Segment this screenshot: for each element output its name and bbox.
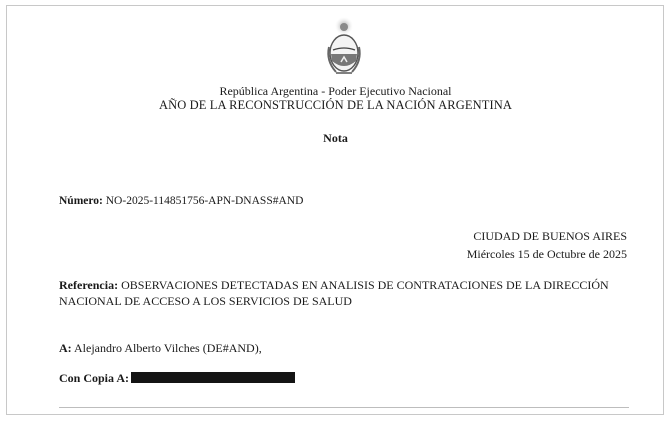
divider-line	[59, 407, 629, 408]
date-text: Miércoles 15 de Octubre de 2025	[466, 247, 627, 261]
cc-line	[59, 371, 295, 386]
referencia-label: Referencia:	[59, 278, 119, 292]
place-text: CIUDAD DE BUENOS AIRES	[473, 229, 627, 243]
coat-of-arms-seal	[324, 17, 364, 79]
cc-label: Con Copia A:	[59, 371, 130, 385]
recipient-value: Alejandro Alberto Vilches (DE#AND),	[74, 341, 262, 355]
referencia-text: OBSERVACIONES DETECTADAS EN ANALISIS DE CONTRATACIONES DE LA DIRECCIÓN NACIONAL DE ACCESO A LOS SERVICIOS DE SALUD	[59, 278, 609, 308]
document-type-title: Nota	[323, 131, 348, 145]
header-government: República Argentina - Poder Ejecutivo Nacional	[219, 84, 452, 98]
numero-label: Número:	[59, 195, 103, 207]
numero-line	[59, 195, 303, 207]
recipient-line	[59, 341, 262, 356]
referencia-block	[59, 277, 631, 309]
recipient-label: A:	[59, 341, 72, 355]
header-year-motto: AÑO DE LA RECONSTRUCCIÓN DE LA NACIÓN ARGENTINA	[159, 98, 512, 112]
redaction-bar	[131, 372, 295, 383]
numero-value: NO-2025-114851756-APN-DNASS#AND	[105, 195, 304, 207]
